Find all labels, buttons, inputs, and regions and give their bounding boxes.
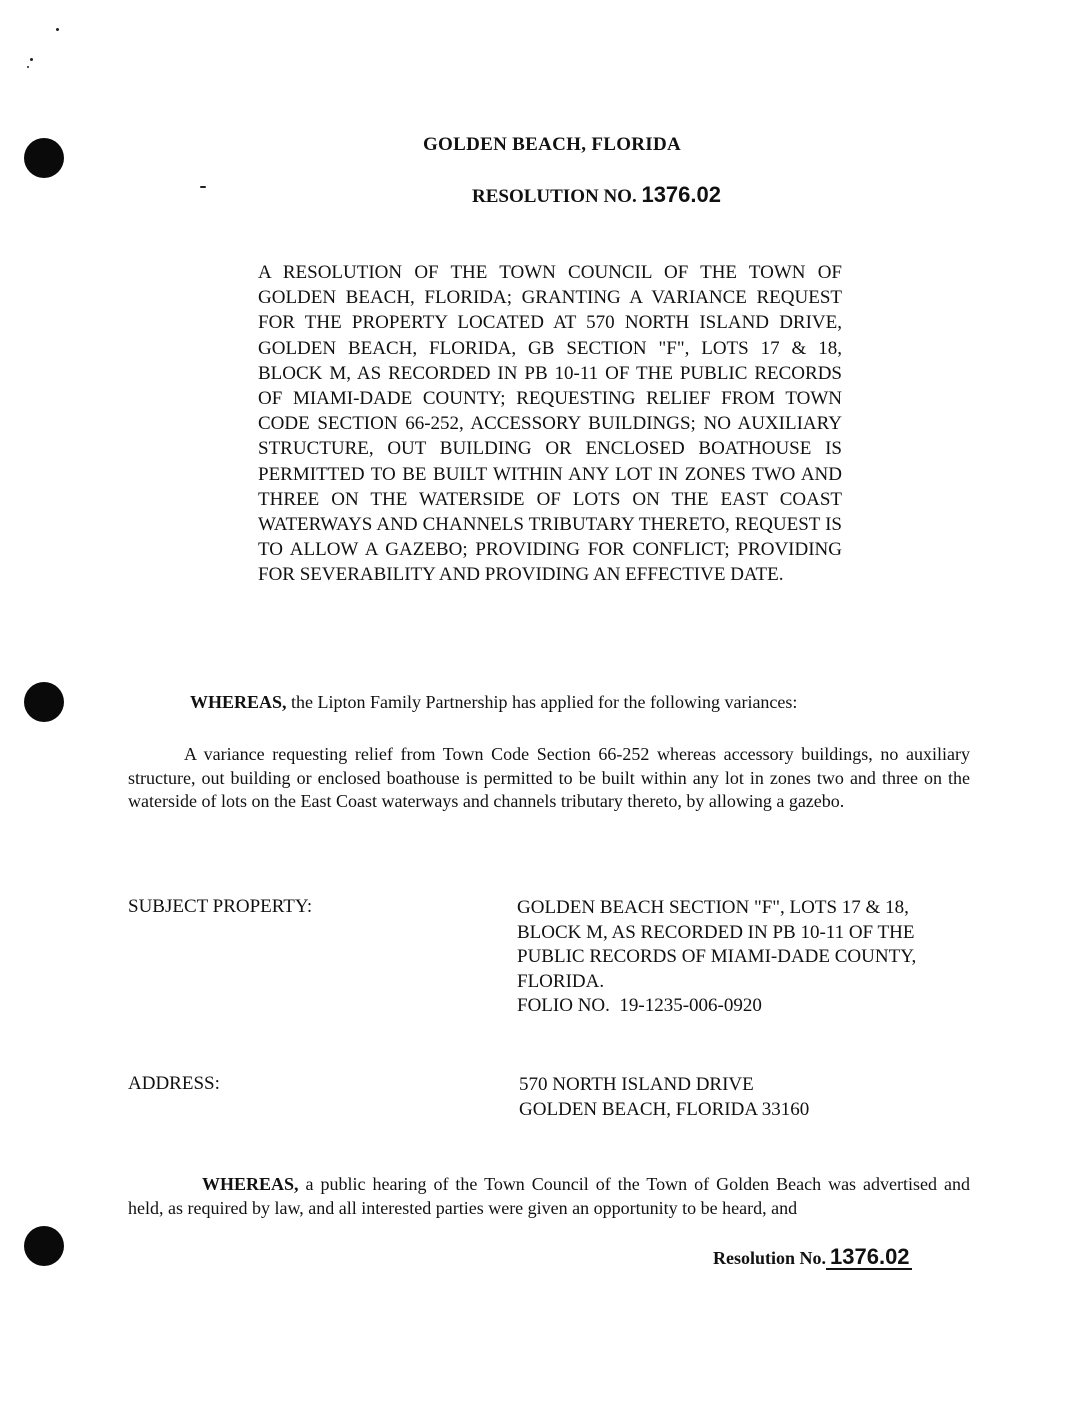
subject-property-line: GOLDEN BEACH SECTION "F", LOTS 17 & 18, [517, 897, 909, 918]
address-label: ADDRESS: [128, 1073, 220, 1094]
address-value [519, 1073, 959, 1122]
resolution-title-block: A RESOLUTION OF THE TOWN COUNCIL OF THE TOWN OF GOLDEN BEACH, FLORIDA; GRANTING A VARIANCE REQUEST FOR THE PROPERTY LOCATED AT 570 NORTH ISLAND DRIVE, GOLDEN BEACH, FLORIDA, GB SECTION "F", LOTS 17 & 18, BLOCK M, AS RECORDED IN PB 10-11 OF THE PUBLIC RECORDS OF MIAMI-DADE COUNTY; REQUESTING RELIEF FROM TOWN CODE SECTION 66-252, ACCESSORY BUILDINGS; NO AUXILIARY STRUCTURE, OUT BUILDING OR ENCLOSED BOATHOUSE IS PERMITTED TO BE BUILT WITHIN ANY LOT IN ZONES TWO AND THREE ON THE WATERSIDE OF LOTS ON THE EAST COAST WATERWAYS AND CHANNELS TRIBUTARY THERETO, REQUEST IS TO ALLOW A GAZEBO; PROVIDING FOR CONFLICT; PROVIDING FOR SEVERABILITY AND PROVIDING AN EFFECTIVE DATE. [258, 262, 842, 586]
footer-resolution-number: 1376.02 [826, 1246, 912, 1270]
address-line: GOLDEN BEACH, FLORIDA 33160 [519, 1098, 810, 1120]
scan-speck [56, 28, 59, 31]
whereas-lead: WHEREAS, [190, 692, 287, 712]
footer-resolution-prefix: Resolution No. [713, 1248, 827, 1268]
punch-hole-middle [24, 682, 64, 722]
variance-paragraph: A variance requesting relief from Town Code Section 66-252 whereas accessory buildings, no auxiliary structure, out building or enclosed boathouse is permitted to be built within any lot in zones two and three on the waterside of lots on the East Coast waterways and channels tributary thereto, by allowing a gazebo. [128, 744, 970, 811]
document-heading-resolution [0, 182, 1087, 208]
whereas-lead: WHEREAS, [202, 1174, 299, 1194]
punch-hole-bottom [24, 1226, 64, 1266]
subject-property-value [517, 896, 977, 1019]
scan-speck [27, 66, 29, 68]
subject-property-line: BLOCK M, AS RECORDED IN PB 10-11 OF THE [517, 921, 915, 943]
subject-property-line: FLORIDA. [517, 970, 605, 992]
document-heading-town: GOLDEN BEACH, FLORIDA [422, 134, 682, 155]
subject-property-line: PUBLIC RECORDS OF MIAMI-DADE COUNTY, [517, 946, 917, 967]
whereas-text: a public hearing of the Town Council of the Town of Golden Beach was advertised and held, as required by law, and all interested parties were given an opportunity to be heard, and [128, 1174, 970, 1218]
whereas-paragraph-2 [128, 1173, 970, 1220]
address-line: 570 NORTH ISLAND DRIVE [519, 1074, 754, 1095]
subject-property-label: SUBJECT PROPERTY: [128, 896, 313, 917]
folio-number-line: FOLIO NO. 19-1235-006-0920 [517, 995, 762, 1016]
scan-speck [30, 58, 33, 61]
resolution-number: 1376.02 [641, 182, 721, 207]
footer-resolution-reference [713, 1246, 912, 1270]
resolution-prefix: RESOLUTION NO. [472, 186, 637, 207]
whereas-text: the Lipton Family Partnership has applied for the following variances: [286, 692, 798, 712]
whereas-paragraph-1 [190, 691, 970, 715]
